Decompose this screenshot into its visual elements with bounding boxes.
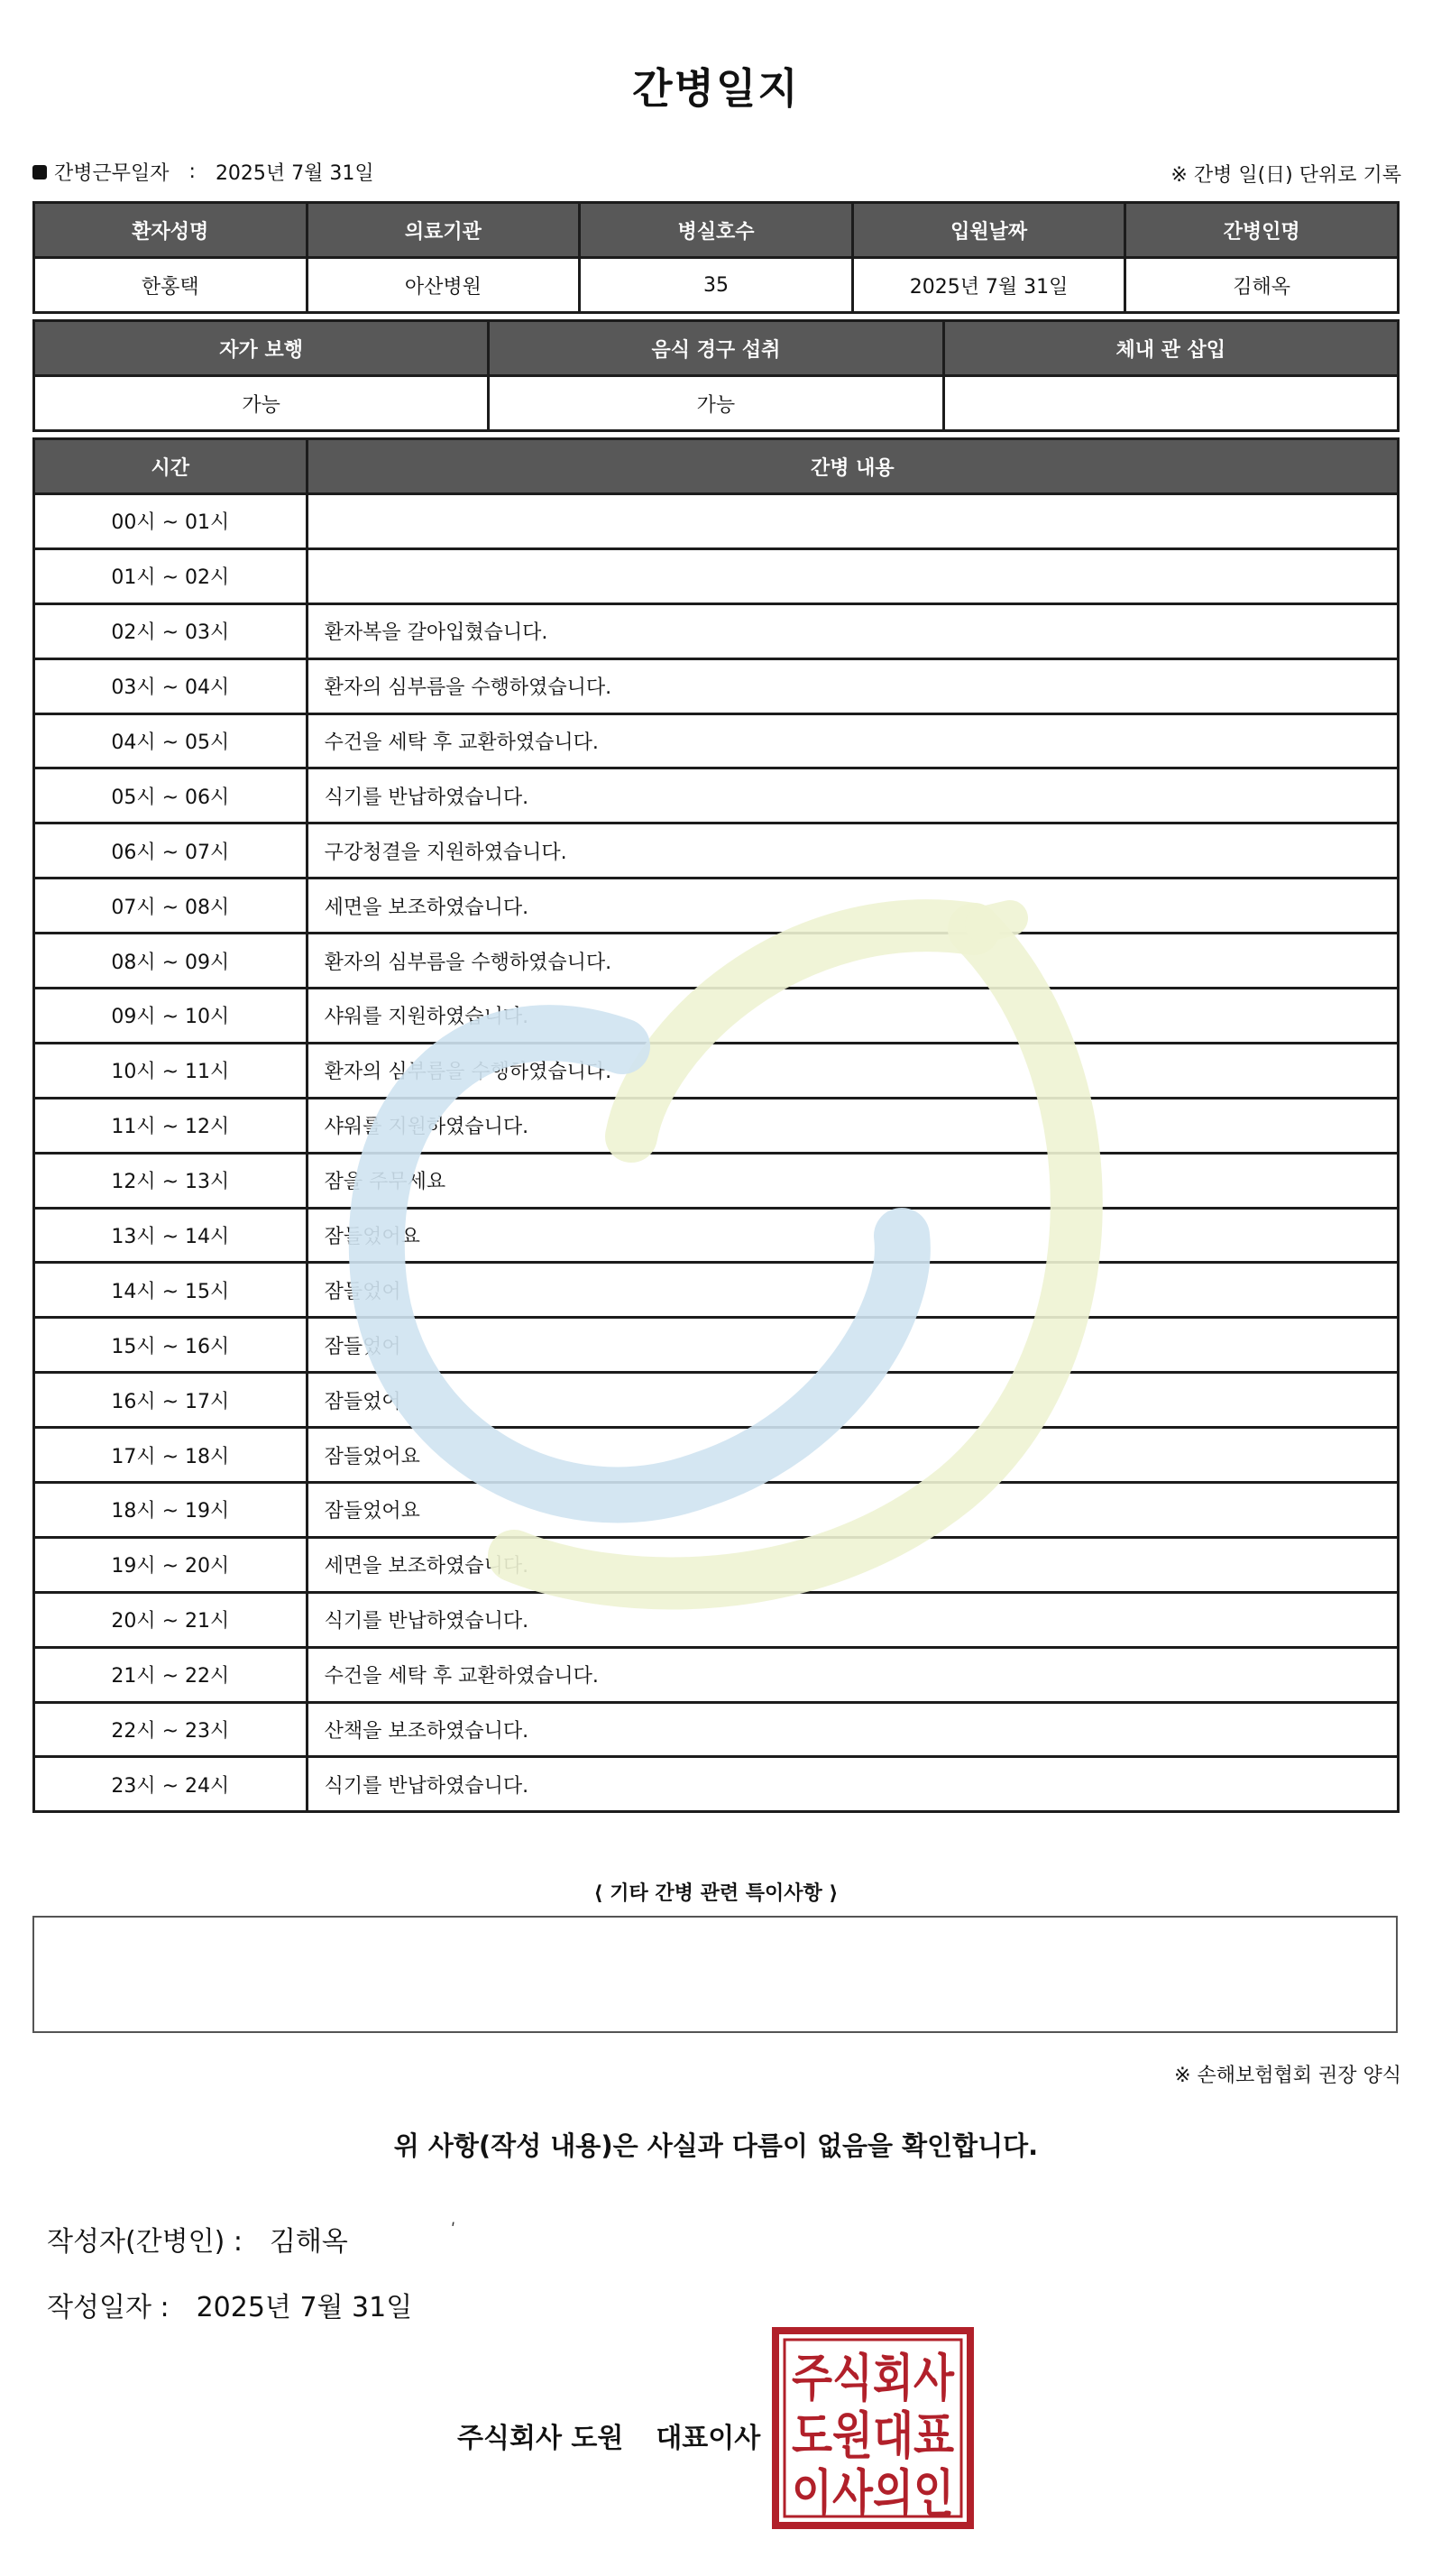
- care-content-cell: 잠을 주무세요: [307, 1153, 1398, 1208]
- table-row: [34, 1647, 1399, 1702]
- care-log-table: [32, 437, 1400, 1813]
- header-tube-insertion: 체내 관 삽입: [943, 321, 1398, 376]
- care-content-cell: 식기를 반납하였습니다.: [307, 1757, 1398, 1812]
- confirmation-statement: 위 사항(작성 내용)은 사실과 다름이 없음을 확인합니다.: [393, 2130, 1039, 2161]
- care-content-cell: 잠들었어: [307, 1318, 1398, 1373]
- care-content-cell: 샤워를 지원하였습니다.: [307, 1098, 1398, 1153]
- notes-label: ⟨ 기타 간병 관련 특이사항 ⟩: [593, 1882, 839, 1905]
- care-content-cell: 환자의 심부름을 수행하였습니다.: [307, 934, 1398, 989]
- status-header-row: [34, 321, 1399, 376]
- care-content-cell: 잠들었어요: [307, 1483, 1398, 1538]
- work-date-label: 간병근무일자: [54, 162, 170, 185]
- time-cell: 23시 ~ 24시: [34, 1757, 308, 1812]
- header-oral-intake: 음식 경구 섭취: [489, 321, 943, 376]
- patient-info-value-row: [34, 258, 1399, 313]
- table-row: [34, 768, 1399, 823]
- care-content-cell: 환자의 심부름을 수행하였습니다.: [307, 658, 1398, 713]
- care-content-cell: 잠들었어요: [307, 1208, 1398, 1263]
- writer-label: 작성자(간병인) :: [47, 2226, 243, 2258]
- care-content-cell: 산책을 보조하였습니다.: [307, 1702, 1398, 1757]
- patient-info-table: [32, 201, 1400, 314]
- written-date-value: 2025년 7월 31일: [196, 2292, 413, 2323]
- table-row: [34, 1263, 1399, 1318]
- patient-status-table: [32, 319, 1400, 432]
- header-self-walking: 자가 보행: [34, 321, 489, 376]
- table-row: [34, 934, 1399, 989]
- care-content-cell: 식기를 반납하였습니다.: [307, 1592, 1398, 1647]
- time-cell: 18시 ~ 19시: [34, 1483, 308, 1538]
- table-row: [34, 494, 1399, 549]
- table-row: [34, 1318, 1399, 1373]
- time-cell: 07시 ~ 08시: [34, 879, 308, 934]
- time-cell: 09시 ~ 10시: [34, 989, 308, 1044]
- time-cell: 16시 ~ 17시: [34, 1373, 308, 1428]
- work-date-value: 2025년 7월 31일: [215, 162, 374, 185]
- time-cell: 01시 ~ 02시: [34, 548, 308, 603]
- time-cell: 00시 ~ 01시: [34, 494, 308, 549]
- header-time: 시간: [34, 439, 308, 494]
- company-signature-line: [457, 2415, 760, 2455]
- care-log-body: [34, 494, 1399, 1812]
- time-cell: 15시 ~ 16시: [34, 1318, 308, 1373]
- care-content-cell: 수건을 세탁 후 교환하였습니다.: [307, 713, 1398, 768]
- page-title: 간병일지: [632, 64, 800, 113]
- time-cell: 05시 ~ 06시: [34, 768, 308, 823]
- writer-name: 김해옥: [269, 2226, 348, 2258]
- association-note: ※ 손해보험협회 권장 양식: [1174, 2065, 1401, 2087]
- care-content-cell: 샤워를 지원하였습니다.: [307, 989, 1398, 1044]
- bullet-square-icon: [32, 165, 47, 179]
- time-cell: 21시 ~ 22시: [34, 1647, 308, 1702]
- company-name: 주식회사 도원: [457, 2423, 624, 2454]
- time-cell: 04시 ~ 05시: [34, 713, 308, 768]
- care-content-cell: 환자복을 갈아입혔습니다.: [307, 603, 1398, 658]
- caregiver-name-value: 김해옥: [1125, 258, 1399, 313]
- care-content-cell: 세면을 보조하였습니다.: [307, 879, 1398, 934]
- header-patient-name: 환자성명: [34, 203, 308, 258]
- care-log-header-row: [34, 439, 1399, 494]
- table-row: [34, 1483, 1399, 1538]
- time-cell: 12시 ~ 13시: [34, 1153, 308, 1208]
- care-content-cell: [307, 494, 1398, 549]
- table-row: [34, 1757, 1399, 1812]
- special-notes-box: [32, 1916, 1398, 2033]
- table-row: [34, 1208, 1399, 1263]
- table-row: [34, 1702, 1399, 1757]
- care-content-cell: 환자의 심부름을 수행하였습니다.: [307, 1043, 1398, 1098]
- writer-line: [47, 2219, 348, 2259]
- care-content-cell: [307, 548, 1398, 603]
- header-care-content: 간병 내용: [307, 439, 1398, 494]
- table-row: [34, 1153, 1399, 1208]
- written-date-label: 작성일자 :: [47, 2292, 170, 2323]
- table-row: [34, 713, 1399, 768]
- table-row: [34, 1592, 1399, 1647]
- time-cell: 13시 ~ 14시: [34, 1208, 308, 1263]
- self-walking-value: 가능: [34, 376, 489, 431]
- care-content-cell: 구강청결을 지원하였습니다.: [307, 823, 1398, 879]
- table-row: [34, 1373, 1399, 1428]
- time-cell: 03시 ~ 04시: [34, 658, 308, 713]
- header-hospital: 의료기관: [307, 203, 580, 258]
- company-seal-stamp: [772, 2327, 974, 2529]
- svg-text:주식회사: 주식회사: [792, 2350, 955, 2408]
- table-row: [34, 879, 1399, 934]
- time-cell: 19시 ~ 20시: [34, 1537, 308, 1592]
- patient-name-value: 한홍택: [34, 258, 308, 313]
- admission-date-value: 2025년 7월 31일: [852, 258, 1125, 313]
- signature-mark: ʹ: [451, 2221, 456, 2240]
- tube-insertion-value: [943, 376, 1398, 431]
- care-content-cell: 잠들었어: [307, 1263, 1398, 1318]
- table-row: [34, 548, 1399, 603]
- header-caregiver-name: 간병인명: [1125, 203, 1399, 258]
- daily-record-note: ※ 간병 일(日) 단위로 기록: [1170, 164, 1401, 187]
- room-number-value: 35: [580, 258, 853, 313]
- time-cell: 06시 ~ 07시: [34, 823, 308, 879]
- table-row: [34, 1537, 1399, 1592]
- time-cell: 22시 ~ 23시: [34, 1702, 308, 1757]
- time-cell: 14시 ~ 15시: [34, 1263, 308, 1318]
- time-cell: 08시 ~ 09시: [34, 934, 308, 989]
- oral-intake-value: 가능: [489, 376, 943, 431]
- hospital-value: 아산병원: [307, 258, 580, 313]
- ceo-title: 대표이사: [656, 2423, 761, 2454]
- work-date-line: [32, 158, 374, 186]
- table-row: [34, 603, 1399, 658]
- time-cell: 02시 ~ 03시: [34, 603, 308, 658]
- care-content-cell: 식기를 반납하였습니다.: [307, 768, 1398, 823]
- time-cell: 10시 ~ 11시: [34, 1043, 308, 1098]
- table-row: [34, 989, 1399, 1044]
- status-value-row: [34, 376, 1399, 431]
- table-row: [34, 1098, 1399, 1153]
- care-content-cell: 세면을 보조하였습니다.: [307, 1537, 1398, 1592]
- table-row: [34, 1428, 1399, 1483]
- care-content-cell: 잠들었어요: [307, 1428, 1398, 1483]
- patient-info-header-row: [34, 203, 1399, 258]
- time-cell: 11시 ~ 12시: [34, 1098, 308, 1153]
- time-cell: 17시 ~ 18시: [34, 1428, 308, 1483]
- written-date-line: [47, 2285, 412, 2324]
- care-content-cell: 수건을 세탁 후 교환하였습니다.: [307, 1647, 1398, 1702]
- care-content-cell: 잠들었어: [307, 1373, 1398, 1428]
- svg-text:도원대표: 도원대표: [792, 2407, 954, 2466]
- time-cell: 20시 ~ 21시: [34, 1592, 308, 1647]
- table-row: [34, 823, 1399, 879]
- table-row: [34, 658, 1399, 713]
- header-room-number: 병실호수: [580, 203, 853, 258]
- header-admission-date: 입원날짜: [852, 203, 1125, 258]
- work-date-separator: :: [188, 161, 196, 183]
- table-row: [34, 1043, 1399, 1098]
- svg-text:이사의인: 이사의인: [792, 2465, 954, 2524]
